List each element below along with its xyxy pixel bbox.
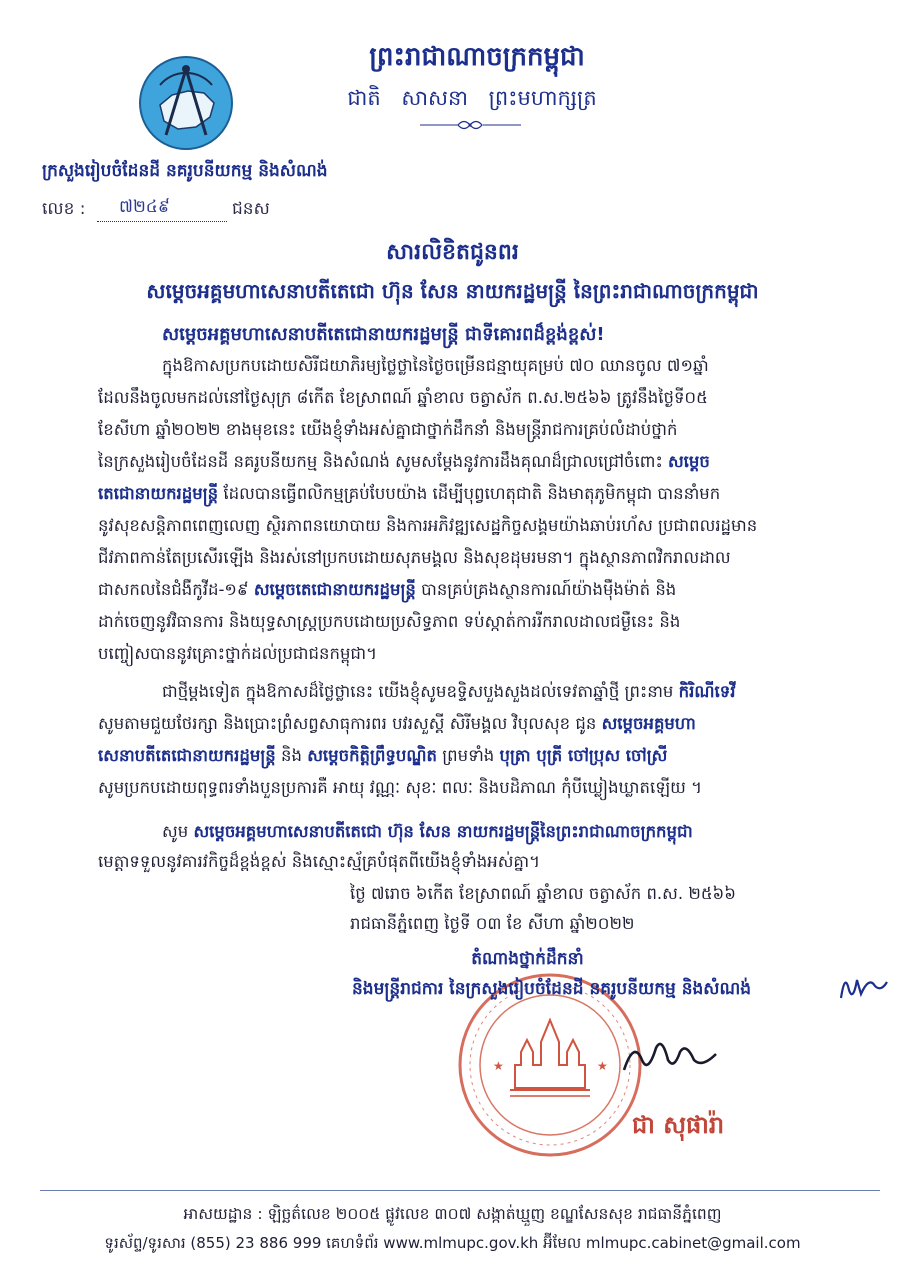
body-line (98, 714, 696, 738)
body-line (98, 452, 710, 476)
footer-contact: ទូរស័ព្ទ/ទូរសារ (855) 23 886 999 គេហទំព័រ www.mlmupc.gov.kh អ៊ីមែល mlmupc.cabinet@gmail.com (104, 1234, 801, 1252)
body-text: សូមប្រកបដោយពុទ្ធពរទាំងបួនប្រការគឺ អាយុ វណ្ណៈ សុខៈ ពលៈ និងបដិភាណ កុំបីឃ្លៀងឃ្លាតឡើយ ។ (98, 778, 702, 797)
svg-text:★: ★ (493, 1059, 504, 1073)
body-text: ដែលបានធ្វើពលិកម្មគ្រប់បែបយ៉ាង ដើម្បីបុព្វហេតុជាតិ និងមាតុភូមិកម្ពុជា បាននាំមក (223, 484, 721, 503)
body-text: ព្រមទាំង (442, 746, 495, 765)
body-line (162, 356, 709, 380)
ministry-logo (138, 55, 234, 151)
signer-name: ជា សុផារ៉ា (632, 1111, 725, 1139)
salutation: សម្តេចអគ្គមហាសេនាបតីតេជោនាយករដ្ឋមន្ត្រី ជាទីគោរពដ៏ខ្ពង់ខ្ពស់! (162, 324, 605, 345)
solar-date: រាជធានីភ្នំពេញ ថ្ងៃទី ០៣ ខែ សីហា ឆ្នាំ២០២២ (350, 914, 635, 933)
body-emphasis: កិរិណីទេវី (678, 682, 736, 701)
footer-address: អាសយដ្ឋាន : ឡិច្ឆត៌លេខ ២០០៥ ផ្លូវលេខ ៣០៧ សង្កាត់ឃ្មួញ ខណ្ឌសែនសុខ រាជធានីភ្នំពេញ (183, 1205, 722, 1223)
body-text: សូម (162, 822, 189, 841)
body-text: នៃក្រសួងរៀបចំដែនដី នគរូបនីយកម្ម និងសំណង់ សូមសម្តែងនូវការដឹងគុណដ៏ជ្រាលជ្រៅចំពោះ (98, 452, 663, 471)
body-text: បញ្ចៀសបាននូវគ្រោះថ្នាក់ដល់ប្រជាជនកម្ពុជា។ (98, 644, 378, 663)
kingdom-title: ព្រះរាជាណាចក្រកម្ពុជា (369, 42, 585, 72)
body-text: ក្នុងឱកាសប្រកបដោយសិរីជយាភិរម្យថ្លៃថ្លានៃថ្ងៃចម្រើនជន្មាយុគម្រប់ ៧០ ឈានចូល ៧១ឆ្នាំ (162, 356, 709, 375)
body-text: ជាថ្មីម្តងទៀត ក្នុងឱកាសដ៏ថ្លៃថ្លានេះ យើងខ្ញុំសូមឧទ្ទិសបួងសួងដល់ទេវតាឆ្នាំថ្មី ព្រះនាម (162, 682, 674, 701)
body-line (162, 682, 735, 706)
handwritten-initials (835, 968, 890, 1006)
body-line (98, 746, 667, 770)
body-text: ដែលនឹងចូលមកដល់នៅថ្ងៃសុក្រ ៨កើត ខែស្រាពណ៍ ឆ្នាំខាល ចត្វាស័ក ព.ស.២៥៦៦ ត្រូវនឹងថ្ងៃទី០៥ (98, 388, 708, 407)
body-line (98, 388, 708, 412)
letter-title: សារលិខិតជូនពរ (386, 240, 519, 265)
signatory-organization: និងមន្ត្រីរាជការ នៃក្រសួងរៀបចំដែនដី នគរូបនីយកម្ម និងសំណង់ (352, 979, 752, 999)
body-emphasis: សម្តេចអគ្គមហាសេនាបតីតេជោ ហ៊ុន សែន នាយករដ្ឋមន្ត្រីនៃព្រះរាជាណាចក្រកម្ពុជា (193, 822, 693, 841)
body-line (98, 644, 377, 668)
body-emphasis: បុត្រា បុត្រី ចៅប្រុស ចៅស្រី (499, 746, 668, 765)
body-emphasis: សម្តេចអគ្គមហា (601, 714, 696, 733)
ornament-divider-icon (418, 117, 523, 131)
signatory-title: តំណាងថ្នាក់ដឹកនាំ (471, 949, 584, 969)
body-line (98, 580, 676, 604)
body-line (98, 516, 757, 540)
body-line (98, 852, 540, 876)
reference-label: លេខ : (42, 199, 86, 219)
body-text: មេត្តាទទួលនូវគារវកិច្ចដ៏ខ្ពង់ខ្ពស់ និងស្មោះស្ម័គ្របំផុតពីយើងខ្ញុំទាំងអស់គ្នា។ (98, 852, 540, 871)
handwritten-signature (620, 1030, 720, 1080)
svg-text:★: ★ (597, 1059, 608, 1073)
body-text: ជីវភាពកាន់តែប្រសើរឡើង និងរស់នៅប្រកបដោយសុភមង្គល និងសុខដុមរមនា។ ក្នុងស្ថានភាពវិករាលដាល (98, 548, 731, 567)
body-text: ជាសកលនៃជំងឺកូវីដ-១៩ (98, 580, 249, 599)
reference-number: ៧២៤៩ (97, 196, 227, 222)
body-line (162, 822, 693, 846)
body-text: ដាក់ចេញនូវវិធានការ និងយុទ្ធសាស្ត្រប្រកបដោយប្រសិទ្ធភាព ទប់ស្កាត់ការរីករាលដាលជម្ងឺនេះ និង (98, 612, 681, 631)
lunar-date: ថ្ងៃ ៧រោច ៦កើត ខែស្រាពណ៍ ឆ្នាំខាល ចត្វាស័ក ព.ស. ២៥៦៦ (350, 884, 736, 903)
national-motto: ជាតិ សាសនា ព្រះមហាក្សត្រ (347, 86, 597, 110)
body-emphasis: សម្តេច (667, 452, 710, 471)
body-text: និង (280, 746, 302, 765)
body-line (98, 484, 720, 508)
body-line (98, 612, 680, 636)
body-text: ខែសីហា ឆ្នាំ២០២២ ខាងមុខនេះ យើងខ្ញុំទាំងអស់គ្នាជាថ្នាក់ដឹកនាំ និងមន្ត្រីរាជការគ្រប់លំដាប់ថ្នាក់ (98, 420, 678, 439)
body-emphasis: សម្តេចតេជោនាយករដ្ឋមន្ត្រី (253, 580, 416, 599)
body-text: នូវសុខសន្តិភាពពេញលេញ ស្ថិរភាពនយោបាយ និងការអភិវឌ្ឍសេដ្ឋកិច្ចសង្គមយ៉ាងឆាប់រហ័ស ប្រជាពលរដ្ឋមាន (98, 516, 758, 535)
body-line (98, 548, 731, 572)
footer-divider (40, 1190, 880, 1191)
body-text: បានគ្រប់គ្រងស្ថានការណ៍យ៉ាងម៉ឺងម៉ាត់ និង (421, 580, 677, 599)
body-line (98, 420, 677, 444)
body-emphasis: សេនាបតីតេជោនាយករដ្ឋមន្ត្រី (98, 746, 276, 765)
body-text: សូមតាមជួយថែរក្សា និងប្រោះព្រំសព្វសាធុការពរ បវរសួស្តី សិរីមង្គល វិបុលសុខ ជូន (98, 714, 597, 733)
body-line (98, 778, 702, 802)
body-emphasis: សម្តេចកិត្តិព្រឹទ្ធបណ្ឌិត (307, 746, 437, 765)
letter-subtitle: សម្តេចអគ្គមហាសេនាបតីតេជោ ហ៊ុន សែន នាយករដ្ឋមន្ត្រី នៃព្រះរាជាណាចក្រកម្ពុជា (146, 279, 759, 303)
reference-suffix: ជនស (232, 199, 270, 219)
ministry-name: ក្រសួងរៀបចំដែនដី នគរូបនីយកម្ម និងសំណង់ (42, 161, 328, 181)
body-emphasis: តេជោនាយករដ្ឋមន្ត្រី (98, 484, 219, 503)
